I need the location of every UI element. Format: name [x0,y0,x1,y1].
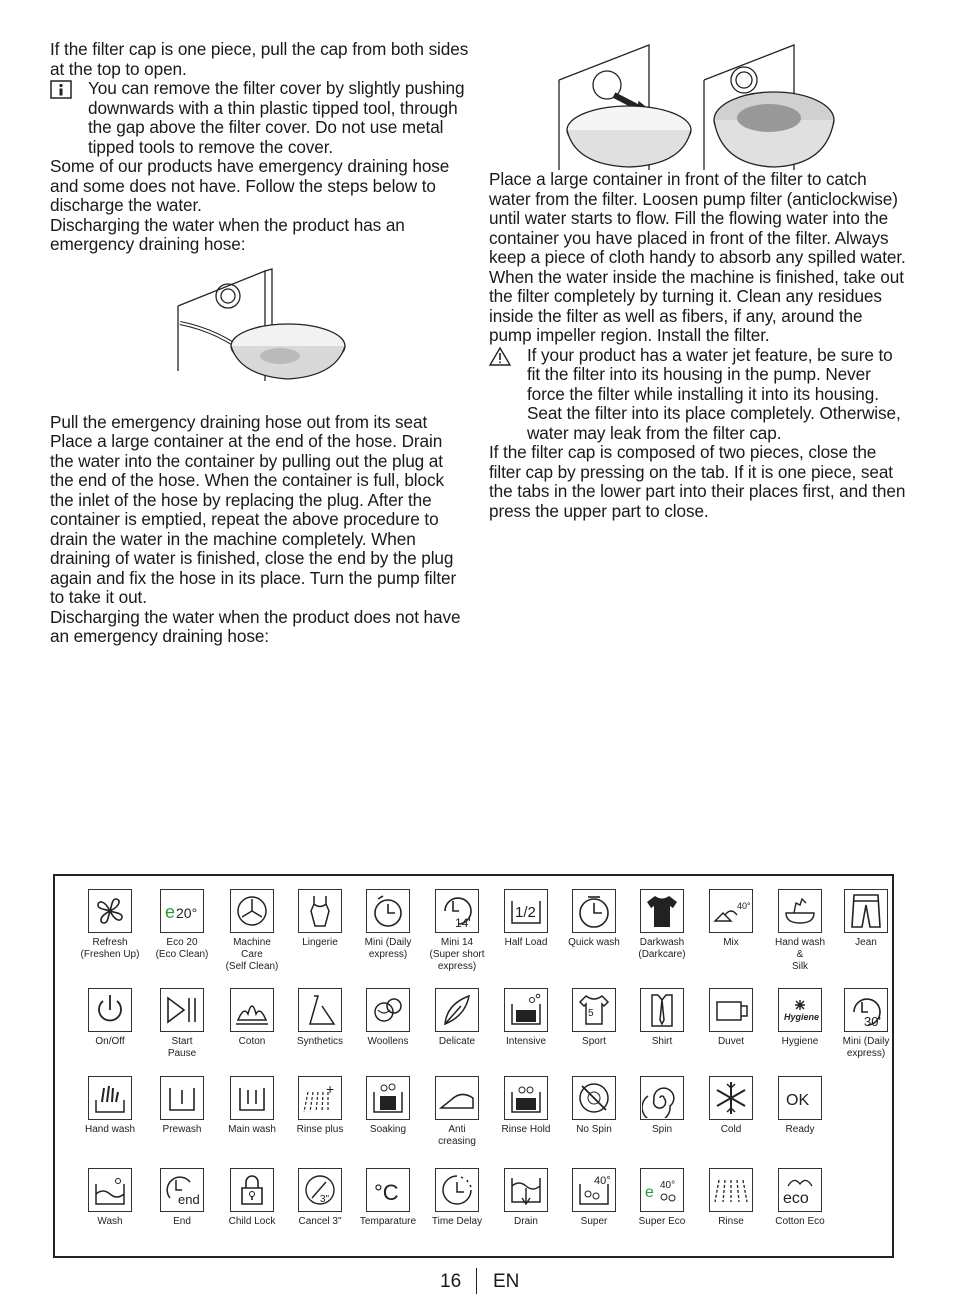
svg-text:eco: eco [783,1190,809,1207]
symbol-legend [53,874,894,1258]
svg-text:40°: 40° [660,1180,676,1191]
drain-icon [506,1170,546,1210]
legend-label: Time Delay [431,1216,483,1227]
legend-label: Woollens [367,1036,409,1047]
end-icon [162,1170,202,1210]
super-eco-icon [642,1170,682,1210]
symbol-box [504,1168,548,1212]
symbol-box [160,988,204,1032]
legend-label: Super [580,1216,608,1227]
symbol-box [230,1076,274,1120]
svg-text:Hygiene: Hygiene [784,1012,820,1022]
svg-text:14': 14' [455,916,471,930]
legend-item-no-spin [561,1076,627,1136]
symbol-box [88,1168,132,1212]
legend-label: Eco 20 (Eco Clean) [155,937,209,960]
legend-label: Spin [651,1124,672,1135]
cancel3-icon [300,1170,340,1210]
paragraph: Some of our products have emergency draining hose and some does not have. Follow the steps below to discharge the water. [50,156,450,215]
spin-icon [642,1078,682,1118]
soaking-icon [368,1078,408,1118]
legend-item-mini30 [833,988,899,1060]
symbol-box [435,988,479,1032]
legend-label: End [173,1216,191,1227]
legend-item-mini-daily [355,889,421,961]
paragraph: Discharging the water when the product has an emergency draining hose: [50,214,405,254]
legend-item-machine-care [219,889,285,973]
svg-text:°C: °C [374,1180,399,1205]
emergency-hose-illustration [50,261,470,411]
symbol-box [366,1076,410,1120]
symbol-box [230,889,274,933]
legend-label: Drain [514,1216,538,1227]
svg-text:40°: 40° [594,1175,611,1187]
legend-item-end [149,1168,215,1228]
svg-text:5: 5 [588,1008,594,1019]
svg-text:e: e [645,1184,654,1201]
legend-item-rinse [698,1168,764,1228]
time-delay-icon [437,1170,477,1210]
symbol-box [88,889,132,933]
legend-label: Synthetics [296,1036,344,1047]
symbol-box [572,988,616,1032]
mini14-icon [437,891,477,931]
legend-label: Cold [720,1124,742,1135]
paragraph: If the filter cap is composed of two pieces, close the filter cap by pressing on the tab. If it is one piece, seat the tabs in the lower part into their places first, and then press the upper part to close. [489,442,906,521]
symbol-box [640,1076,684,1120]
legend-label: Shirt [651,1036,673,1047]
symbol-box [844,988,888,1032]
legend-item-cotton-eco [767,1168,833,1228]
symbol-box [844,889,888,933]
legend-item-cancel3 [287,1168,353,1228]
duvet-icon [711,990,751,1030]
refresh-icon [90,891,130,931]
legend-label: Wash [97,1216,123,1227]
legend-item-hand-wash-silk [767,889,833,973]
info-note [50,79,470,157]
legend-item-quick-wash [561,889,627,949]
legend-item-hygiene [767,988,833,1048]
delicate-icon [437,990,477,1030]
legend-label: On/Off [95,1036,125,1047]
legend-item-delicate [424,988,490,1048]
warning-note [489,346,907,444]
legend-label: No Spin [576,1124,612,1135]
start-pause-icon [162,990,202,1030]
left-column [50,40,470,647]
symbol-box [709,1168,753,1212]
hand-wash-icon [90,1078,130,1118]
symbol-box [709,1076,753,1120]
legend-item-main-wash [219,1076,285,1136]
legend-item-mix [698,889,764,949]
hygiene-icon [780,990,820,1030]
legend-item-wash [77,1168,143,1228]
legend-label: Mini (Daily express) [364,937,412,960]
legend-label: Main wash [228,1124,276,1135]
anti-creasing-icon [437,1078,477,1118]
symbol-box [160,1168,204,1212]
super-icon [574,1170,614,1210]
legend-item-power [77,988,143,1048]
legend-item-sport [561,988,627,1048]
footer-divider [476,1268,477,1294]
legend-item-super [561,1168,627,1228]
legend-item-anti-creasing [424,1076,490,1148]
svg-text:+: + [326,1081,335,1097]
legend-label: Anti creasing [438,1124,476,1147]
mini30-icon [846,990,886,1030]
symbol-box [572,1168,616,1212]
legend-item-start-pause [149,988,215,1060]
legend-label: Mix [723,937,739,948]
svg-text:OK: OK [786,1092,810,1109]
rinse-hold-icon [506,1078,546,1118]
legend-item-prewash [149,1076,215,1136]
mix-icon [711,891,751,931]
legend-item-intensive [493,988,559,1048]
prewash-icon [162,1078,202,1118]
svg-text:end: end [178,1192,200,1207]
symbol-box [160,889,204,933]
legend-label: Super Eco [638,1216,686,1227]
main-wash-icon [232,1078,272,1118]
symbol-box [366,988,410,1032]
symbol-box [572,889,616,933]
symbol-box [572,1076,616,1120]
legend-item-rinse-plus [287,1076,353,1136]
legend-label: Refresh (Freshen Up) [80,937,140,960]
symbol-box [504,988,548,1032]
legend-label: Jean [855,937,877,948]
page-number: 16 [440,1271,462,1292]
legend-label: Lingerie [302,937,338,948]
rinse-plus-icon [300,1078,340,1118]
svg-text:20°: 20° [176,905,198,921]
wash-icon [90,1170,130,1210]
paragraph: Discharging the water when the product does not have an emergency draining hose: [50,606,461,646]
symbol-box [778,889,822,933]
mini-daily-icon [368,891,408,931]
svg-text:40°: 40° [737,901,751,911]
legend-label: Child Lock [228,1216,276,1227]
legend-item-darkwash [629,889,695,961]
legend-item-drain [493,1168,559,1228]
legend-label: Prewash [162,1124,202,1135]
legend-label: Hand wash & Silk [774,937,826,972]
cotton-eco-icon [780,1170,820,1210]
info-icon [50,80,76,99]
legend-item-cold [698,1076,764,1136]
symbol-box [160,1076,204,1120]
legend-item-jean [833,889,899,949]
legend-item-super-eco [629,1168,695,1228]
legend-item-ready [767,1076,833,1136]
legend-label: Rinse plus [296,1124,344,1135]
warning-note-text: If your product has a water jet feature, be sure to fit the filter into its housing in the pump. Never force the filter while installing it into its housing. Seat the filter into its place completely. Otherwise, water may leak from the filter cap. [527,344,901,443]
symbol-box [709,988,753,1032]
legend-item-lingerie [287,889,353,949]
symbol-box [778,988,822,1032]
symbol-box [435,1076,479,1120]
symbol-box [778,1076,822,1120]
legend-label: Rinse [718,1216,744,1227]
symbol-box [709,889,753,933]
legend-label: Mini 14 (Super short express) [429,937,485,972]
temperature-icon [368,1170,408,1210]
cotton-icon [232,990,272,1030]
child-lock-icon [232,1170,272,1210]
half-load-icon [506,891,546,931]
symbol-box [298,889,342,933]
legend-label: Hygiene [781,1036,819,1047]
machine-care-icon [232,891,272,931]
symbol-box [366,1168,410,1212]
legend-label: Machine Care (Self Clean) [225,937,279,972]
jean-icon [846,891,886,931]
legend-label: Soaking [369,1124,407,1135]
legend-item-hand-wash [77,1076,143,1136]
legend-item-time-delay [424,1168,490,1228]
legend-label: Duvet [717,1036,745,1047]
info-note-text: You can remove the filter cover by slightly pushing downwards with a thin plastic tipped tool, through the gap above the filter cover. Do not use metal tipped tools to remove the cover. [88,78,465,157]
legend-item-eco20 [149,889,215,961]
paragraph: Place a large container in front of the filter to catch water from the filter. Loosen pump filter (anticlockwise) until water starts to flow. Fill the flowing water into the container you have placed in front of the filter. Always keep a piece of cloth handy to absorb any spilled water. When the water inside the machine is finished, take out the filter completely by turning it. Clean any residues inside the filter as well as fibers, if any, around the pump impeller region. Install the filter. [489,169,906,345]
power-icon [90,990,130,1030]
legend-item-rinse-hold [493,1076,559,1136]
symbol-box [435,889,479,933]
symbol-box [640,889,684,933]
legend-label: Cancel 3" [298,1216,342,1227]
svg-text:30': 30' [864,1014,881,1029]
legend-label: Sport [582,1036,606,1047]
symbol-box [88,1076,132,1120]
svg-text:1/2: 1/2 [515,904,536,921]
language-code: EN [493,1271,520,1292]
hand-wash-silk-icon [780,891,820,931]
legend-label: Ready [785,1124,815,1135]
darkwash-icon [642,891,682,931]
symbol-box [640,988,684,1032]
symbol-box [504,1076,548,1120]
sport-icon [574,990,614,1030]
legend-label: Cotton Eco [775,1216,825,1227]
symbol-box [298,988,342,1032]
legend-label: Intensive [505,1036,547,1047]
legend-item-mini14 [424,889,490,973]
legend-label: Rinse Hold [501,1124,551,1135]
legend-item-duvet [698,988,764,1048]
legend-label: Delicate [438,1036,476,1047]
svg-text:3": 3" [320,1194,330,1205]
legend-item-cotton [219,988,285,1048]
lingerie-icon [300,891,340,931]
legend-label: Temparature [359,1216,417,1227]
synthetics-icon [300,990,340,1030]
paragraph: Pull the emergency draining hose out from its seat Place a large container at the end of the hose. Drain the water into the container by pulling out the plug at the end of the hose. When the container is full, block the inlet of the hose by replacing the plug. After the container is emptied, repeat the above procedure to drain the water in the machine completely. When draining of water is finished, close the end by the plug again and fix the hose in its place. Turn the pump filter to take it out. [50,411,457,607]
legend-item-spin [629,1076,695,1136]
legend-label: Half Load [504,937,548,948]
quick-wash-icon [574,891,614,931]
legend-label: Mini (Daily express) [842,1036,890,1059]
eco20-icon [162,891,202,931]
legend-label: Hand wash [84,1124,136,1135]
legend-item-soaking [355,1076,421,1136]
legend-item-temperature [355,1168,421,1228]
right-column [489,40,907,521]
legend-label: Coton [238,1036,266,1047]
symbol-box [88,988,132,1032]
legend-label: Quick wash [568,937,620,948]
symbol-box [230,1168,274,1212]
woollens-icon [368,990,408,1030]
legend-item-refresh [77,889,143,961]
legend-item-woollens [355,988,421,1048]
rinse-icon [711,1170,751,1210]
legend-item-shirt [629,988,695,1048]
svg-text:e: e [165,902,176,922]
legend-item-half-load [493,889,559,949]
warning-icon [489,347,515,366]
intensive-icon [506,990,546,1030]
symbol-box [504,889,548,933]
shirt-icon [642,990,682,1030]
symbol-box [640,1168,684,1212]
legend-label: Start Pause [167,1036,197,1059]
ready-icon [780,1078,820,1118]
legend-label: Darkwash (Darkcare) [638,937,686,960]
cold-icon [711,1078,751,1118]
symbol-box [298,1168,342,1212]
symbol-box [366,889,410,933]
symbol-box [230,988,274,1032]
symbol-box [298,1076,342,1120]
symbol-box [778,1168,822,1212]
legend-item-synthetics [287,988,353,1048]
paragraph: If the filter cap is one piece, pull the cap from both sides at the top to open. [50,39,469,79]
filter-draining-illustration [489,40,907,170]
symbol-box [435,1168,479,1212]
no-spin-icon [574,1078,614,1118]
legend-item-child-lock [219,1168,285,1228]
